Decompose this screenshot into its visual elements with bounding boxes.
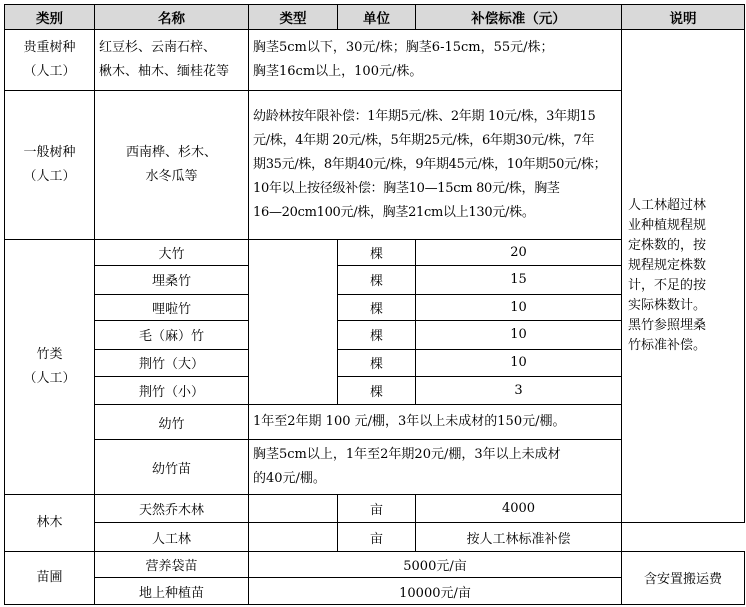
standard-cell: 10 [416, 294, 622, 320]
category-cell: 竹类 （人工） [5, 239, 95, 494]
header-type: 类型 [249, 5, 338, 30]
unit-cell: 亩 [338, 495, 416, 523]
table-row [5, 551, 745, 577]
standard-cell: 10 [416, 321, 622, 349]
header-standard: 补偿标准（元） [416, 5, 622, 30]
standard-cell: 3 [416, 376, 622, 404]
unit-cell: 棵 [338, 321, 416, 349]
name-cell: 人工林 [95, 523, 249, 551]
unit-cell: 棵 [338, 376, 416, 404]
standard-cell: 按人工林标准补偿 [416, 523, 622, 551]
standard-cell: 胸茎5cm以上，1年至2年期20元/棚，3年以上未成材 的40元/棚。 [249, 440, 622, 495]
compensation-table [4, 4, 745, 605]
unit-cell: 棵 [338, 349, 416, 376]
name-cell: 天然乔木林 [95, 495, 249, 523]
name-cell: 幼竹 [95, 405, 249, 440]
name-cell: 埋桑竹 [95, 266, 249, 294]
name-cell: 荆竹（大） [95, 349, 249, 376]
standard-cell: 幼龄林按年限补偿：1年期5元/株、2年期 10元/株，3年期15 元/株，4年期 20元/株，5年期25元/株，6年期30元/株，7年 期35元/株，8年期40元/株，9年期45元/株，10年期50元/株； 10年以上按径级补偿：胸茎10—15cm 80元/株，胸茎 16—20cm100元/株，胸茎21cm以上130元/株。 [249, 91, 622, 240]
standard-cell: 胸茎5cm以下，30元/株；胸茎6-15cm，55元/株； 胸茎16cm以上，100元/株。 [249, 30, 622, 91]
name-cell: 荆竹（小） [95, 376, 249, 404]
name-cell: 哩啦竹 [95, 294, 249, 320]
note-cell: 含安置搬运费 [622, 551, 745, 604]
header-unit: 单位 [338, 5, 416, 30]
category-cell: 一般树种 （人工） [5, 91, 95, 240]
standard-cell: 10000元/亩 [249, 578, 622, 605]
standard-cell: 10 [416, 349, 622, 376]
name-cell: 毛（麻）竹 [95, 321, 249, 349]
unit-cell: 棵 [338, 239, 416, 265]
type-cell [249, 495, 338, 523]
standard-cell: 15 [416, 266, 622, 294]
name-cell: 幼竹苗 [95, 440, 249, 495]
standard-cell: 1年至2年期 100 元/棚，3年以上未成材的150元/棚。 [249, 405, 622, 440]
unit-cell: 棵 [338, 266, 416, 294]
standard-cell: 5000元/亩 [249, 551, 622, 577]
standard-cell: 20 [416, 239, 622, 265]
category-cell: 苗圃 [5, 551, 95, 604]
name-cell: 地上种植苗 [95, 578, 249, 605]
header-row [5, 5, 745, 30]
table-row [5, 30, 745, 91]
category-cell: 贵重树种 （人工） [5, 30, 95, 91]
type-cell [249, 523, 338, 551]
header-category: 类别 [5, 5, 95, 30]
category-cell: 林木 [5, 495, 95, 552]
note-cell: 人工林超过林 业种植规程规 定株数的，按 规程规定株数 计，不足的按 实际株数计。 黑竹参照埋桑 竹标准补偿。 [622, 30, 745, 523]
unit-cell: 棵 [338, 294, 416, 320]
name-cell: 西南桦、杉木、 水冬瓜等 [95, 91, 249, 240]
name-cell: 大竹 [95, 239, 249, 265]
name-cell: 红豆杉、云南石梓、 楸木、柚木、缅桂花等 [95, 30, 249, 91]
standard-cell: 4000 [416, 495, 622, 523]
header-note: 说明 [622, 5, 745, 30]
unit-cell: 亩 [338, 523, 416, 551]
header-name: 名称 [95, 5, 249, 30]
name-cell: 营养袋苗 [95, 551, 249, 577]
table-row [5, 523, 745, 551]
type-cell [249, 239, 338, 405]
